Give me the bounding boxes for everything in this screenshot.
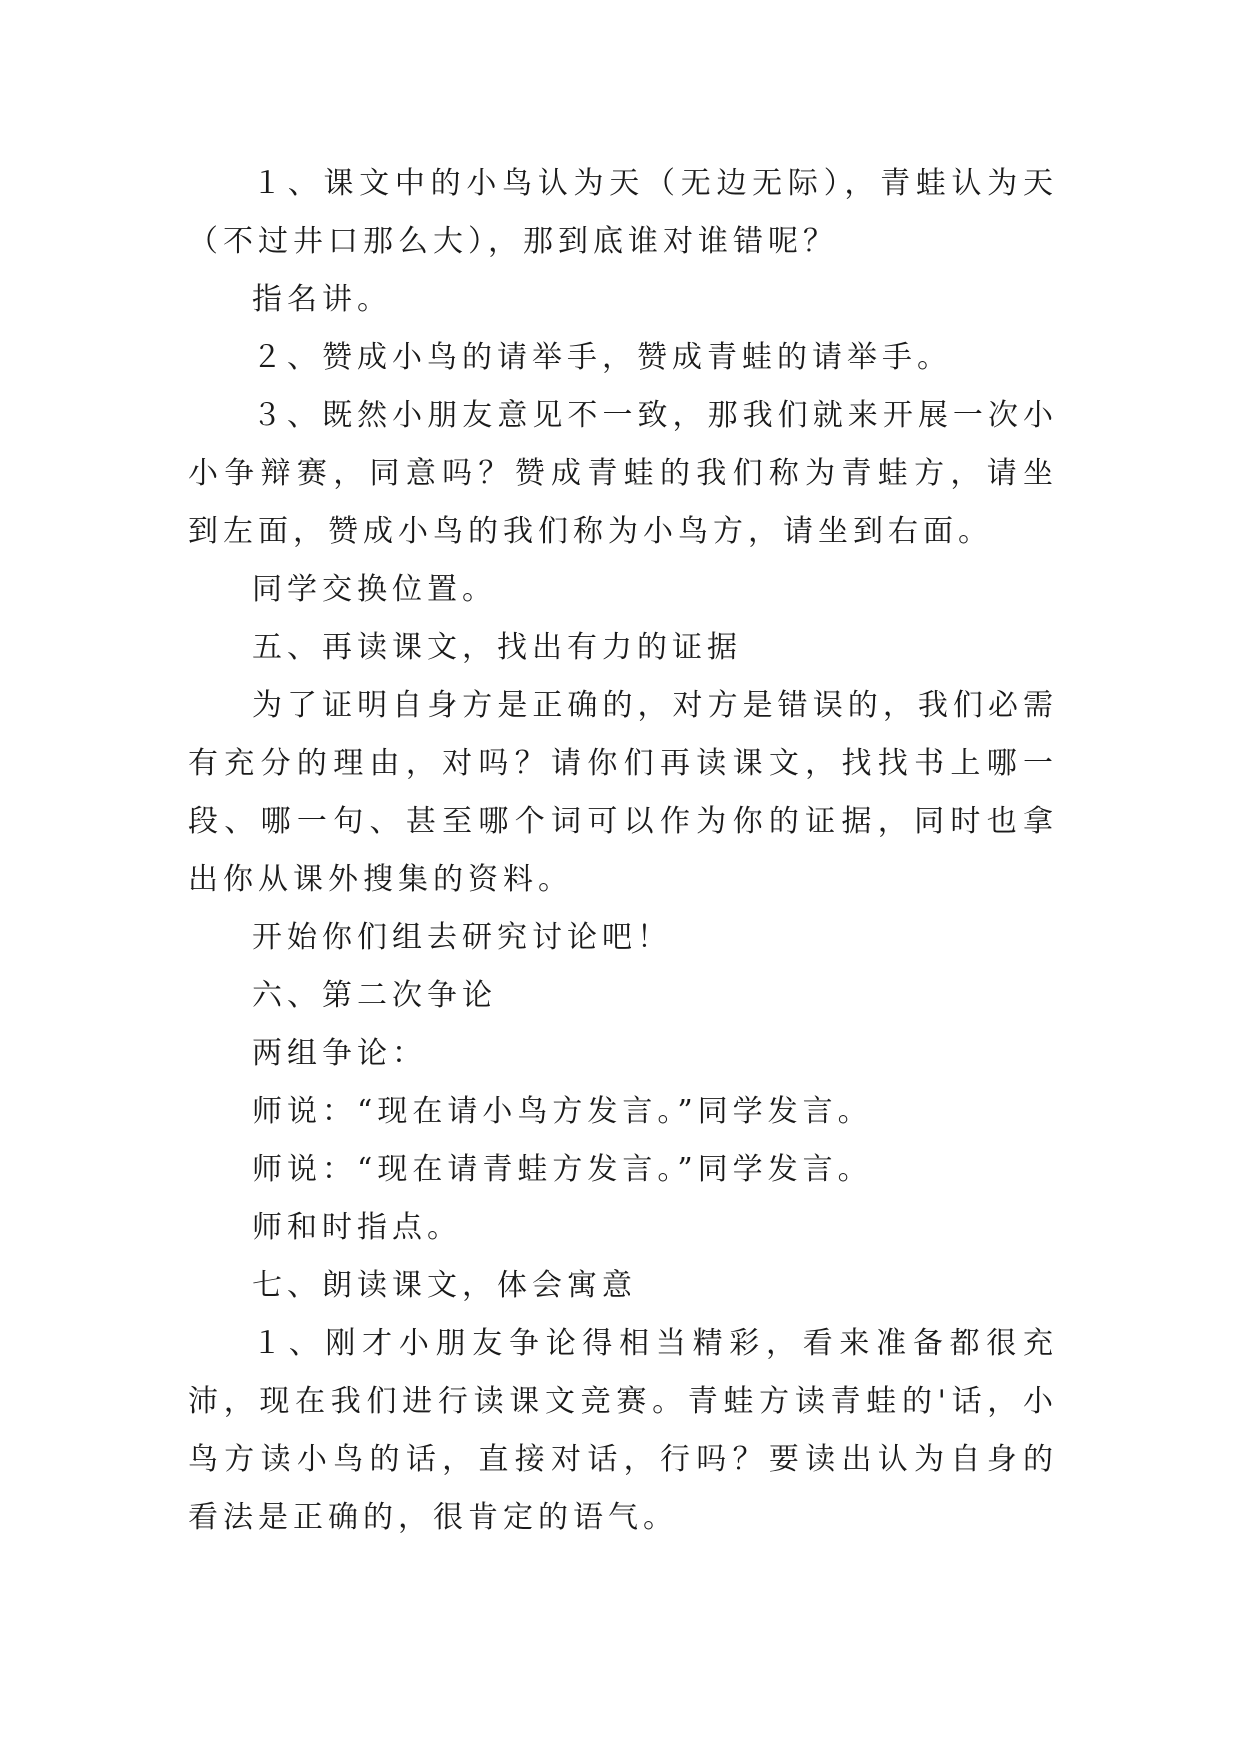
paragraph-question-3: ３、既然小朋友意见不一致，那我们就来开展一次小小争辩赛，同意吗？赞成青蛙的我们称为青蛙方，请坐到左面，赞成小鸟的我们称为小鸟方，请坐到右面。	[188, 398, 1058, 549]
section-heading-5: 五、再读课文，找出有力的证据	[252, 630, 742, 665]
section-heading-6: 六、第二次争论	[252, 978, 497, 1013]
document-body	[188, 155, 1058, 1547]
section-heading-7: 七、朗读课文，体会寓意	[252, 1268, 637, 1303]
paragraph-discuss: 开始你们组去研究讨论吧！	[252, 920, 672, 955]
paragraph-evidence: 为了证明自身方是正确的，对方是错误的，我们必需有充分的理由，对吗？请你们再读课文，找找书上哪一段、哪一句、甚至哪个词可以作为你的证据，同时也拿出你从课外搜集的资料。	[188, 688, 1058, 897]
paragraph-call-on: 指名讲。	[252, 282, 392, 317]
paragraph-swap-seats: 同学交换位置。	[252, 572, 497, 607]
paragraph-frog-speaks: 师说：“现在请青蛙方发言。”同学发言。	[252, 1152, 873, 1187]
paragraph-reading-contest: １、刚才小朋友争论得相当精彩，看来准备都很充沛，现在我们进行读课文竞赛。青蛙方读青蛙的'话，小鸟方读小鸟的话，直接对话，行吗？要读出认为自身的看法是正确的，很肯定的语气。	[188, 1326, 1058, 1535]
paragraph-two-groups: 两组争论：	[252, 1036, 427, 1071]
paragraph-bird-speaks: 师说：“现在请小鸟方发言。”同学发言。	[252, 1094, 873, 1129]
paragraph-question-2: ２、赞成小鸟的请举手，赞成青蛙的请举手。	[252, 340, 952, 375]
paragraph-question-1: １、课文中的小鸟认为天（无边无际），青蛙认为天（不过井口那么大），那到底谁对谁错呢？	[188, 166, 1058, 259]
paragraph-teacher-guide: 师和时指点。	[252, 1210, 462, 1245]
